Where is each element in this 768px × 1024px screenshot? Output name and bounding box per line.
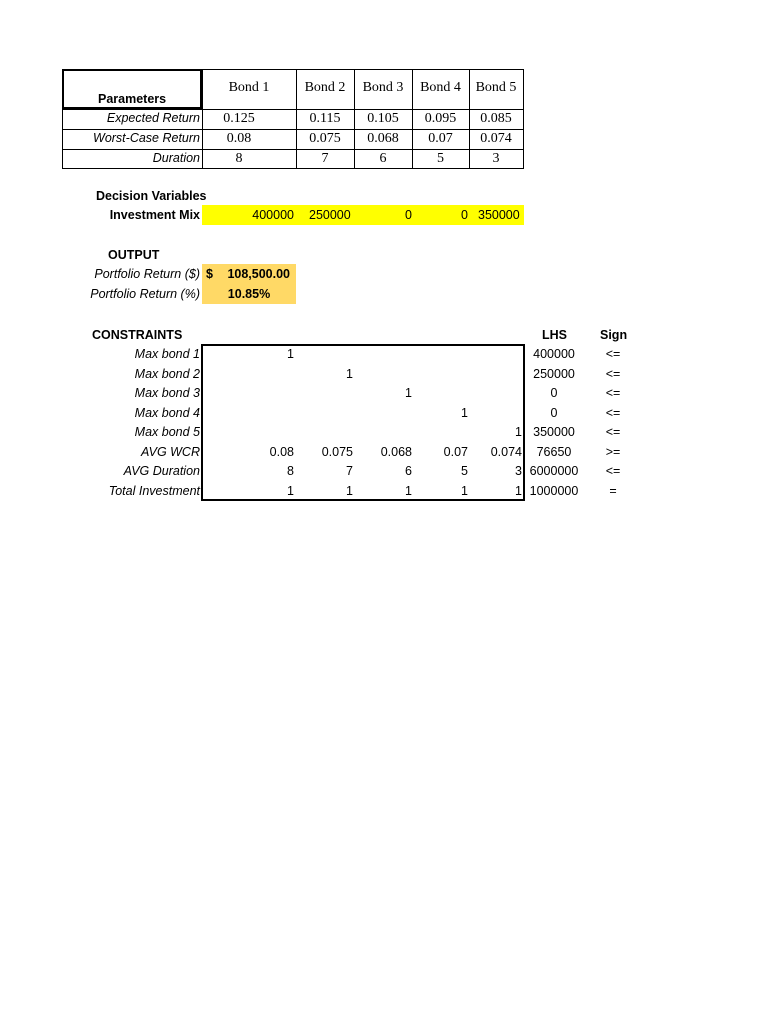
portfolio-return-dollar-label: Portfolio Return ($) [94,267,200,281]
parameters-table [62,69,524,169]
constraint-coefficient[interactable]: 6 [405,464,412,478]
param-value: 6 [379,151,387,166]
param-value: 0.115 [309,111,341,126]
lhs-header: LHS [542,328,567,342]
constraint-sign: <= [605,386,621,400]
bond-header-1: Bond 1 [228,80,270,95]
investment-mix-bond-2[interactable]: 250000 [309,208,351,222]
constraint-coefficient[interactable]: 0.075 [321,444,353,459]
portfolio-return-pct-label: Portfolio Return (%) [90,287,200,301]
constraint-coefficient[interactable]: 1 [346,483,353,498]
portfolio-return-dollar-value: 108,500.00 [227,267,290,281]
constraint-coefficient[interactable]: 1 [515,425,522,439]
constraint-coefficient[interactable]: 1 [346,366,353,381]
bond-header-3: Bond 3 [362,80,404,95]
constraint-lhs: 350000 [533,425,575,439]
constraint-lhs: 76650 [536,444,572,459]
constraint-lhs: 0 [550,405,558,420]
constraint-coefficient[interactable]: 0.08 [269,444,294,459]
row-label-duration: Duration [152,151,200,165]
constraint-label: Max bond 4 [134,405,200,420]
param-value: 5 [437,151,444,166]
param-value: 0.105 [367,111,399,126]
constraints-title: CONSTRAINTS [92,328,183,342]
constraint-coefficient[interactable]: 8 [287,464,294,478]
constraint-coefficient[interactable]: 7 [346,464,353,478]
constraint-coefficient[interactable]: 1 [405,386,412,400]
constraint-lhs: 6000000 [529,464,579,478]
bond-header-4: Bond 4 [420,80,461,95]
investment-mix-bond-5[interactable]: 350000 [478,208,520,222]
constraint-label: Max bond 3 [134,386,200,400]
output-title: OUTPUT [108,248,160,262]
constraint-lhs: 250000 [533,366,575,381]
constraint-sign: <= [605,347,621,361]
constraint-label: AVG WCR [140,444,200,459]
constraint-sign: <= [605,464,621,478]
constraint-label: Max bond 5 [134,425,200,439]
param-value: 0.095 [424,111,457,126]
param-value: 7 [321,151,329,166]
param-value: 0.074 [480,131,512,146]
constraint-sign: <= [605,405,621,420]
constraint-lhs: 1000000 [529,483,579,498]
constraint-coefficient[interactable]: 3 [515,464,522,478]
constraint-label: Max bond 2 [134,366,200,381]
param-value: 0.068 [367,131,399,146]
param-value: 0.08 [226,131,252,146]
constraint-coefficient[interactable]: 0.074 [490,444,522,459]
param-value: 0.07 [428,131,453,146]
row-label-expected-return: Expected Return [106,111,200,125]
investment-mix-bond-3[interactable]: 0 [405,208,412,222]
constraint-coefficient[interactable]: 1 [461,483,468,498]
portfolio-return-dollar-symbol: $ [206,267,213,281]
param-value: 0.075 [309,131,341,146]
portfolio-return-pct-value: 10.85% [227,287,271,301]
param-value: 0.085 [480,111,512,126]
constraint-sign: <= [605,366,621,381]
row-label-worst-case-return: Worst-Case Return [93,131,200,145]
constraint-coefficient[interactable]: 1 [287,483,294,498]
decision-title: Decision Variables [96,189,207,203]
bond-header-5: Bond 5 [475,80,517,95]
constraint-coefficient[interactable]: 1 [287,347,294,361]
constraint-sign: = [609,483,617,498]
constraint-coefficient[interactable]: 0.07 [443,444,468,459]
param-value: 3 [492,151,500,166]
bond-header-2: Bond 2 [304,80,346,95]
parameters-header: Parameters [98,92,167,106]
constraint-lhs: 400000 [533,347,575,361]
constraint-label: Max bond 1 [134,347,200,361]
sign-header: Sign [600,328,628,342]
constraint-label: Total Investment [108,483,200,498]
constraint-coefficient[interactable]: 1 [405,483,412,498]
param-value: 8 [235,151,243,166]
investment-mix-bond-4[interactable]: 0 [461,208,468,222]
param-value: 0.125 [223,111,255,126]
investment-mix-label: Investment Mix [109,208,200,222]
constraint-sign: <= [605,425,621,439]
constraint-lhs: 0 [550,386,558,400]
constraint-sign: >= [605,444,621,459]
constraint-coefficient[interactable]: 0.068 [380,444,412,459]
constraint-coefficient[interactable]: 1 [461,405,468,420]
constraint-coefficient[interactable]: 5 [461,464,468,478]
investment-mix-bond-1[interactable]: 400000 [252,208,294,222]
constraint-coefficient[interactable]: 1 [515,483,522,498]
constraint-label: AVG Duration [123,464,200,478]
